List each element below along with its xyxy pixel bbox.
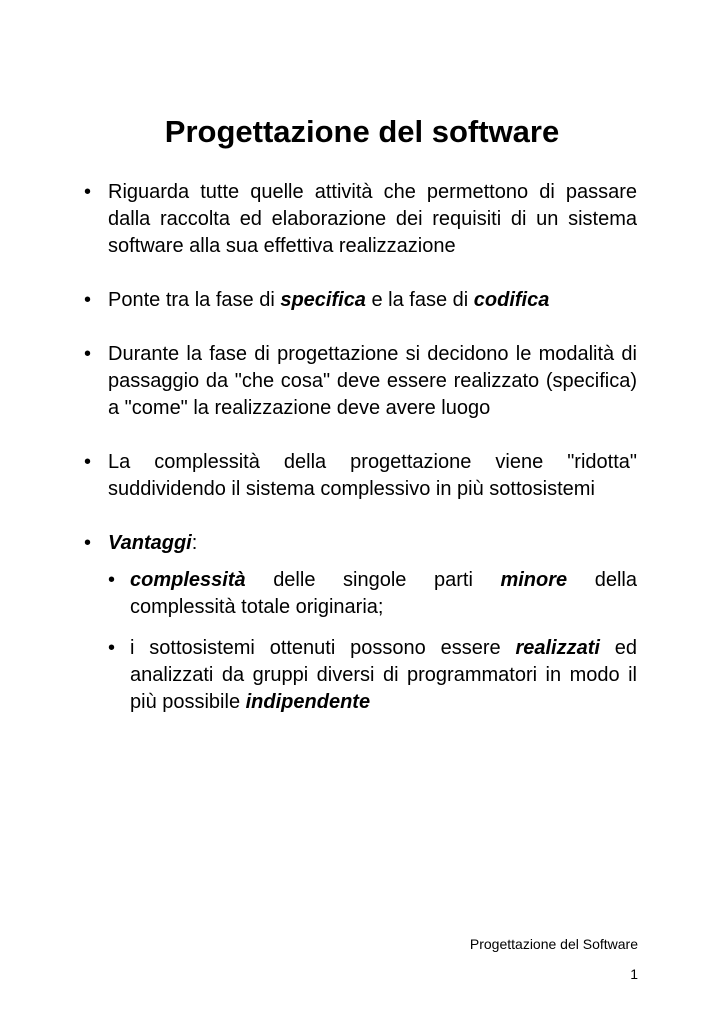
bullet-list bbox=[84, 179, 637, 743]
sub-bullet-text-mid: ed analizzati da gruppi diversi di programmatori in modo il più possibile bbox=[130, 637, 637, 713]
bullet-item-advantages bbox=[84, 530, 637, 716]
page-title: Progettazione del software bbox=[164, 114, 560, 149]
bullet-text-pre: Ponte tra la fase di bbox=[108, 289, 281, 311]
bullet-text-mid: e la fase di bbox=[365, 289, 474, 311]
bullet-item-design-phase bbox=[84, 341, 637, 422]
advantages-label: Vantaggi bbox=[108, 532, 192, 554]
sub-bullet-list bbox=[108, 567, 637, 716]
sub-bullet-marker: • bbox=[108, 637, 116, 659]
sub-bullet-text-post: della complessità totale originaria; bbox=[130, 569, 637, 618]
emphasis-indipendente: indipendente bbox=[245, 691, 371, 713]
footer-title: Progettazione del Software bbox=[469, 936, 638, 952]
bullet-item-scope bbox=[84, 179, 637, 260]
bullet-marker: • bbox=[84, 451, 92, 473]
sub-bullet-item-complexity bbox=[108, 567, 637, 621]
emphasis-realizzati: realizzati bbox=[515, 637, 600, 659]
bullet-marker: • bbox=[84, 181, 92, 203]
sub-bullet-marker: • bbox=[108, 569, 116, 591]
bullet-marker: • bbox=[84, 343, 92, 365]
bullet-marker: • bbox=[84, 289, 92, 311]
emphasis-codifica: codifica bbox=[473, 289, 550, 311]
page-number: 1 bbox=[630, 966, 638, 982]
sub-bullet-text-mid: delle singole parti bbox=[245, 569, 501, 591]
advantages-colon: : bbox=[191, 532, 198, 554]
sub-bullet-item-subsystems bbox=[108, 635, 637, 716]
emphasis-complessita: complessità bbox=[130, 569, 246, 591]
bullet-text: Riguarda tutte quelle attività che permettono di passare dalla raccolta ed elaborazione dei requisiti di un sistema software alla sua effettiva realizzazione bbox=[108, 181, 637, 257]
bullet-item-bridge bbox=[84, 287, 637, 314]
emphasis-minore: minore bbox=[500, 569, 568, 591]
bullet-text: Durante la fase di progettazione si decidono le modalità di passaggio da "che cosa" deve essere realizzato (specifica) a "come" la realizzazione deve avere luogo bbox=[108, 343, 637, 419]
emphasis-specifica: specifica bbox=[280, 289, 366, 311]
bullet-text: La complessità della progettazione viene "ridotta" suddividendo il sistema complessivo in più sottosistemi bbox=[108, 451, 637, 500]
bullet-item-complexity bbox=[84, 449, 637, 503]
bullet-marker: • bbox=[84, 532, 92, 554]
sub-bullet-text-pre: i sottosistemi ottenuti possono essere bbox=[130, 637, 516, 659]
